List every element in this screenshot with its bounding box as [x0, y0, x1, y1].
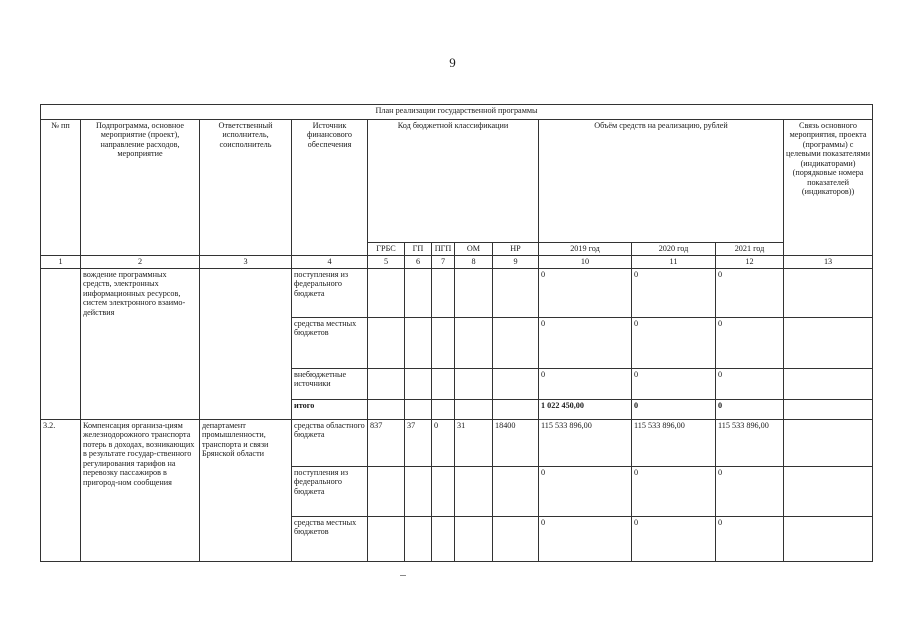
row-2021: 115 533 896,00: [716, 420, 784, 467]
row-nr: [493, 467, 539, 517]
row-source: поступления из федерального бюджета: [292, 269, 368, 318]
row-source: итого: [292, 400, 368, 420]
row-om: [455, 369, 493, 400]
row-nr: [493, 400, 539, 420]
row-link: [784, 420, 873, 467]
row-2020: 0: [632, 369, 716, 400]
row-link: [784, 269, 873, 318]
column-number: 13: [784, 256, 873, 269]
row-2019: 0: [539, 269, 632, 318]
header-year-2019: 2019 год: [539, 243, 632, 256]
header-subprogram: Подпрограмма, основное мероприятие (проект), направление расходов, мероприятие: [81, 120, 200, 256]
row-source: средства местных бюджетов: [292, 517, 368, 562]
row-num: [41, 269, 81, 420]
column-number: 12: [716, 256, 784, 269]
row-nr: [493, 369, 539, 400]
row-2019: 115 533 896,00: [539, 420, 632, 467]
plan-table: [40, 104, 873, 562]
row-pgp: 0: [432, 420, 455, 467]
row-link: [784, 369, 873, 400]
table-title: План реализации государственной программы: [41, 105, 873, 120]
header-executor: Ответственный исполнитель, соисполнитель: [200, 120, 292, 256]
header-num: № пп: [41, 120, 81, 256]
row-2020: 0: [632, 467, 716, 517]
row-grbs: 837: [368, 420, 405, 467]
row-2020: 0: [632, 517, 716, 562]
row-nr: 18400: [493, 420, 539, 467]
row-gp: [405, 269, 432, 318]
row-2020: 0: [632, 400, 716, 420]
row-pgp: [432, 318, 455, 369]
row-nr: [493, 269, 539, 318]
header-code-om: ОМ: [455, 243, 493, 256]
header-volume: Объём средств на реализацию, рублей: [539, 120, 784, 243]
header-link: Связь основного мероприятия, проекта (программы) с целевыми показателями (индикаторами) (порядковые номера показателей (индикаторов)): [784, 120, 873, 256]
row-2019: 1 022 450,00: [539, 400, 632, 420]
row-2019: 0: [539, 517, 632, 562]
column-number: 7: [432, 256, 455, 269]
row-gp: 37: [405, 420, 432, 467]
row-grbs: [368, 269, 405, 318]
header-code-pgp: ПГП: [432, 243, 455, 256]
column-number-row: [41, 256, 873, 269]
row-pgp: [432, 517, 455, 562]
row-nr: [493, 318, 539, 369]
header-source: Источник финансового обеспечения: [292, 120, 368, 256]
header-budget-code: Код бюджетной классификации: [368, 120, 539, 243]
row-gp: [405, 369, 432, 400]
row-grbs: [368, 369, 405, 400]
row-nr: [493, 517, 539, 562]
row-executor: департамент промышленности, транспорта и связи Брянской области: [200, 420, 292, 562]
column-number: 11: [632, 256, 716, 269]
table-row: [41, 269, 873, 318]
column-number: 3: [200, 256, 292, 269]
row-executor: [200, 269, 292, 420]
row-source: средства местных бюджетов: [292, 318, 368, 369]
row-om: [455, 467, 493, 517]
row-grbs: [368, 318, 405, 369]
column-number: 5: [368, 256, 405, 269]
row-om: [455, 318, 493, 369]
table-row: [41, 420, 873, 467]
row-2020: 0: [632, 269, 716, 318]
header-code-gp: ГП: [405, 243, 432, 256]
row-source: средства областного бюджета: [292, 420, 368, 467]
column-number: 4: [292, 256, 368, 269]
row-2020: 115 533 896,00: [632, 420, 716, 467]
row-grbs: [368, 400, 405, 420]
row-om: [455, 400, 493, 420]
row-2019: 0: [539, 467, 632, 517]
row-source: поступления из федерального бюджета: [292, 467, 368, 517]
row-om: [455, 269, 493, 318]
row-2021: 0: [716, 400, 784, 420]
header-code-grbs: ГРБС: [368, 243, 405, 256]
row-om: 31: [455, 420, 493, 467]
column-number: 2: [81, 256, 200, 269]
header-year-2020: 2020 год: [632, 243, 716, 256]
row-2021: 0: [716, 467, 784, 517]
column-number: 6: [405, 256, 432, 269]
column-number: 1: [41, 256, 81, 269]
page-number: 9: [449, 55, 456, 70]
row-link: [784, 400, 873, 420]
row-pgp: [432, 400, 455, 420]
row-pgp: [432, 369, 455, 400]
row-source: внебюджетные источники: [292, 369, 368, 400]
row-om: [455, 517, 493, 562]
header-row: [41, 120, 873, 243]
row-link: [784, 318, 873, 369]
row-2021: 0: [716, 369, 784, 400]
scan-mark: [400, 575, 406, 576]
row-link: [784, 467, 873, 517]
row-grbs: [368, 467, 405, 517]
row-2021: 0: [716, 318, 784, 369]
row-gp: [405, 400, 432, 420]
row-2019: 0: [539, 318, 632, 369]
row-2021: 0: [716, 517, 784, 562]
header-code-nr: НР: [493, 243, 539, 256]
row-gp: [405, 318, 432, 369]
row-gp: [405, 467, 432, 517]
row-measure-name: Компенсация организа-циям железнодорожного транспорта потерь в доходах, возникающих в результате государ-ственного регулирования тарифов на перевозку пассажиров в пригород-ном сообщения: [81, 420, 200, 562]
column-number: 8: [455, 256, 493, 269]
row-2019: 0: [539, 369, 632, 400]
row-pgp: [432, 467, 455, 517]
row-2021: 0: [716, 269, 784, 318]
row-num: 3.2.: [41, 420, 81, 562]
column-number: 10: [539, 256, 632, 269]
column-number: 9: [493, 256, 539, 269]
row-gp: [405, 517, 432, 562]
row-link: [784, 517, 873, 562]
row-2020: 0: [632, 318, 716, 369]
row-grbs: [368, 517, 405, 562]
row-measure-name: вождение программных средств, электронных информационных ресурсов, систем электронного взаимо-действия: [81, 269, 200, 420]
row-pgp: [432, 269, 455, 318]
header-year-2021: 2021 год: [716, 243, 784, 256]
table-title-row: [41, 105, 873, 120]
